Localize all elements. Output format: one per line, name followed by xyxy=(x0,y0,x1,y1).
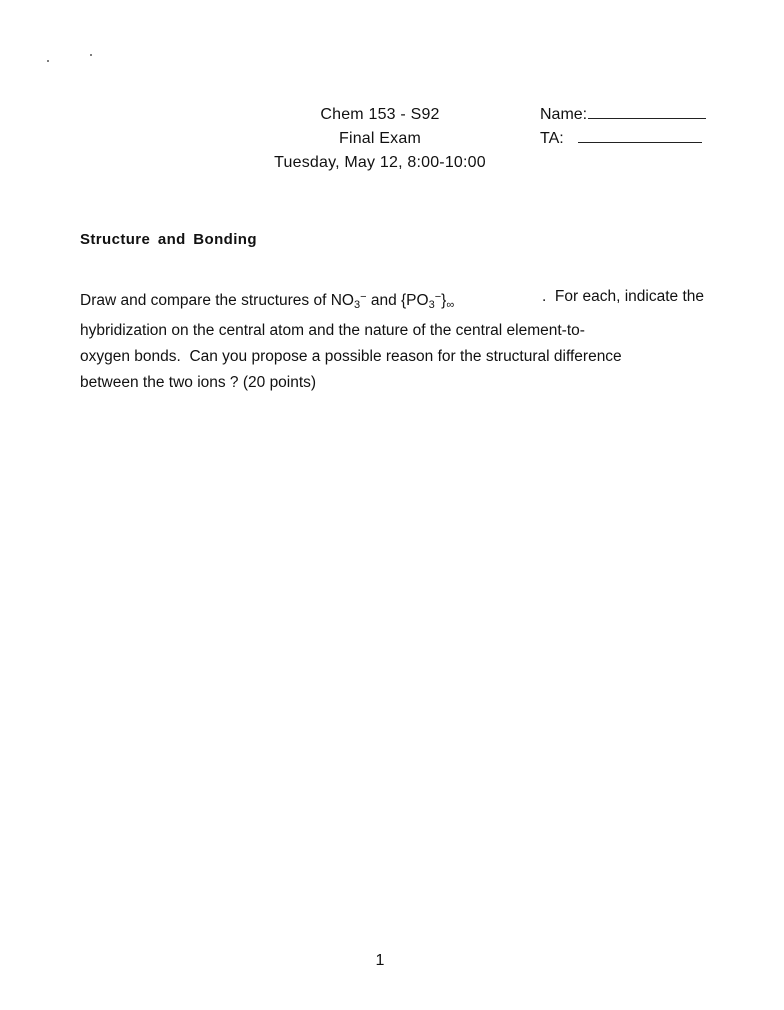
question-line-2 xyxy=(80,318,704,344)
name-field-row xyxy=(540,103,740,127)
ta-label: TA: xyxy=(540,130,564,147)
question-text-segment: oxygen bonds. Can you propose a possible reason for the structural difference xyxy=(80,348,622,365)
scan-speck xyxy=(47,60,49,62)
question-text-segment: . For each, indicate the xyxy=(542,288,704,305)
page-number: 1 xyxy=(375,952,385,969)
name-label: Name: xyxy=(540,106,588,123)
exam-header xyxy=(230,103,530,175)
infinity-subscript: ∞ xyxy=(446,299,455,311)
student-fields xyxy=(540,103,740,151)
course-title: Chem 153 - S92 xyxy=(320,106,440,123)
question-text xyxy=(80,284,704,396)
ta-blank-line[interactable] xyxy=(578,128,702,143)
subscript: 3 xyxy=(428,299,435,311)
scan-speck xyxy=(90,54,92,56)
name-blank-line[interactable] xyxy=(588,104,706,119)
exam-date: Tuesday, May 12, 8:00-10:00 xyxy=(274,154,486,171)
question-line-1 xyxy=(80,284,704,318)
question-text-segment: between the two ions ? (20 points) xyxy=(80,374,317,391)
question-line-3 xyxy=(80,344,704,370)
subscript: 3 xyxy=(353,299,361,311)
superscript: − xyxy=(360,291,367,303)
question-text-segment: } xyxy=(441,292,447,309)
exam-title: Final Exam xyxy=(338,130,422,147)
question-text-segment: and {PO xyxy=(366,292,429,309)
ta-field-row xyxy=(540,127,740,151)
question-line-4 xyxy=(80,370,704,396)
question-text-segment: hybridization on the central atom and the nature of the central element-to- xyxy=(80,322,585,339)
section-heading: Structure and Bonding xyxy=(80,231,257,248)
question-line-1-formula-part xyxy=(80,284,454,318)
superscript: − xyxy=(434,291,442,303)
question-text-segment: Draw and compare the structures of NO xyxy=(80,292,354,309)
